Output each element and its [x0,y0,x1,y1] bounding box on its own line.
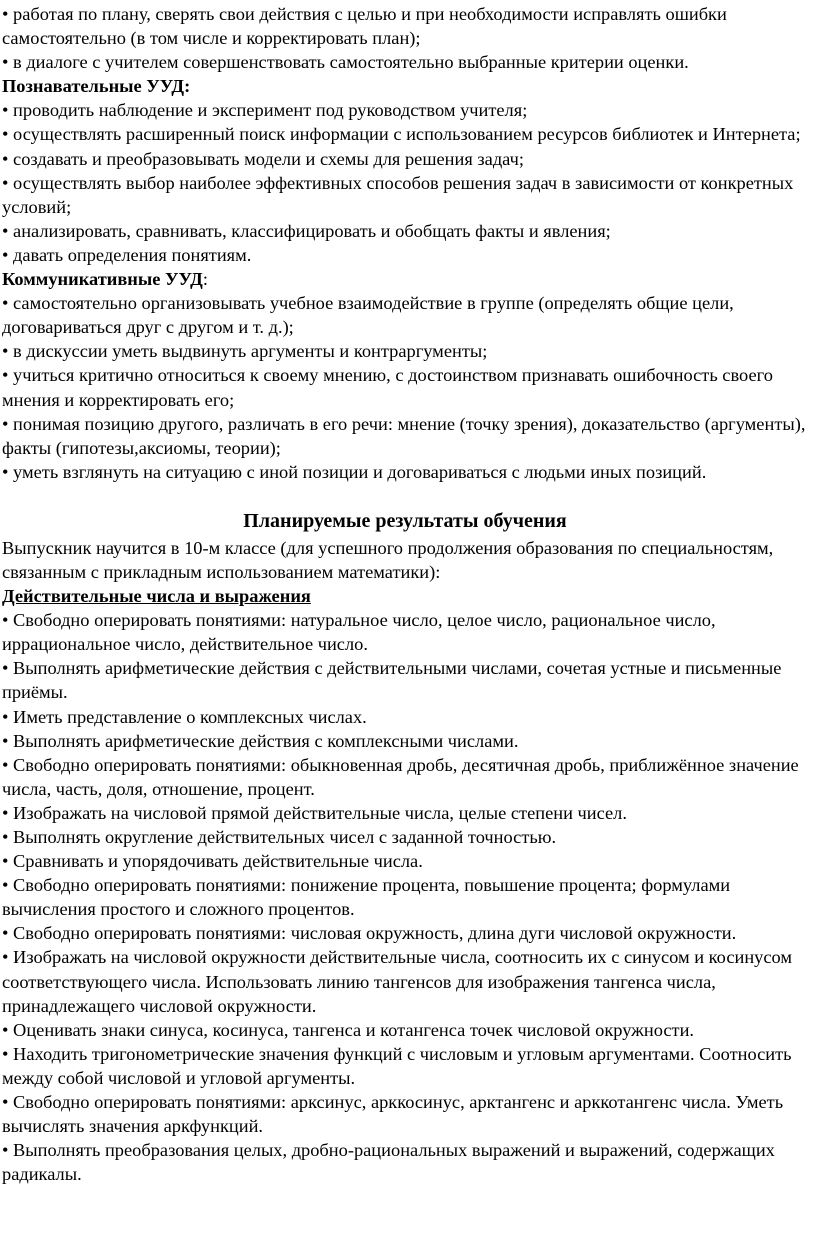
list-item: • понимая позицию другого, различать в его речи: мнение (точку зрения), доказательство (аргументы), факты (гипотезы,аксиомы, теории); [2,413,806,458]
subheading: Действительные числа и выражения [2,586,311,607]
list-item: • Выполнять арифметические действия с комплексными числами. [2,730,519,751]
list-item: • Свободно оперировать понятиями: арксинус, арккосинус, арктангенс и арккотангенс числа. Уметь вычислять значения аркфункций. [2,1092,784,1137]
list-item: • Свободно оперировать понятиями: понижение процента, повышение процента; формулами вычисления простого и сложного процентов. [2,875,731,920]
list-item: • Выполнять округление действительных чисел с заданной точностью. [2,827,557,847]
list-item: • осуществлять выбор наиболее эффективных способов решения задач в зависимости от конкретных условий; [2,172,794,217]
list-item: • работая по плану, сверять свои действия с целью и при необходимости исправлять ошибки самостоятельно (в том числе и корректировать план); [2,4,727,49]
list-item: • Изображать на числовой прямой действительные числа, целые степени чисел. [2,802,627,823]
list-item: • Оценивать знаки синуса, косинуса, тангенса и котангенса точек числовой окружности. [2,1019,695,1040]
communicative-uud-title-line [2,267,808,291]
section-heading: Планируемые результаты обучения [243,509,567,532]
list-item: • Изображать на числовой окружности действительные числа, соотносить их с синусом и косинусом соответствующего числа. Использовать линию тангенсов для изображения тангенса числа, принадлежащего числовой окружности. [2,947,793,1016]
list-item: • анализировать, сравнивать, классифицировать и обобщать факты и явления; [2,220,611,241]
list-item: • Иметь представление о комплексных числах. [2,706,367,727]
list-item: • самостоятельно организовывать учебное взаимодействие в группе (определять общие цели, договариваться друг с другом и т. д.); [2,293,734,338]
list-item: • Сравнивать и упорядочивать действительные числа. [2,851,423,872]
list-item: • Свободно оперировать понятиями: числовая окружность, длина дуги числовой окружности. [2,923,737,944]
list-item: • в диалоге с учителем совершенствовать самостоятельно выбранные критерии оценки. [2,52,689,73]
list-item: • Свободно оперировать понятиями: обыкновенная дробь, десятичная дробь, приближённое значение числа, часть, доля, отношение, процент. [2,754,799,799]
list-item: • Выполнять арифметические действия с действительными числами, сочетая устные и письменные приёмы. [2,658,782,703]
list-item: • проводить наблюдение и эксперимент под руководством учителя; [2,100,528,121]
list-item: • Свободно оперировать понятиями: натуральное число, целое число, рациональное число, иррациональное число, действительное число. [2,610,716,655]
title-colon: : [202,269,208,290]
section-heading-row [2,508,808,534]
intro-paragraph: Выпускник научится в 10-м классе (для успешного продолжения образования по специальностям, связанным с прикладным использованием математики): [2,537,774,582]
list-item: • осуществлять расширенный поиск информации с использованием ресурсов библиотек и Интернета; [2,124,801,145]
cognitive-uud-title: Познавательные УУД: [2,76,191,97]
list-item: • создавать и преобразовывать модели и схемы для решения задач; [2,148,524,169]
list-item: • давать определения понятиям. [2,244,252,265]
list-item: • в дискуссии уметь выдвинуть аргументы и контраргументы; [2,341,488,362]
list-item: • уметь взглянуть на ситуацию с иной позиции и договариваться с людьми иных позиций. [2,461,707,482]
list-item: • Находить тригонометрические значения функций с числовым и угловым аргументами. Соотносить между собой числовой и угловой аргументы. [2,1043,792,1088]
list-item: • учиться критично относиться к своему мнению, с достоинством признавать ошибочность своего мнения и корректировать его; [2,365,773,410]
list-item: • Выполнять преобразования целых, дробно-рациональных выражений и выражений, содержащих радикалы. [2,1140,775,1185]
communicative-uud-title: Коммуникативные УУД [2,269,203,290]
